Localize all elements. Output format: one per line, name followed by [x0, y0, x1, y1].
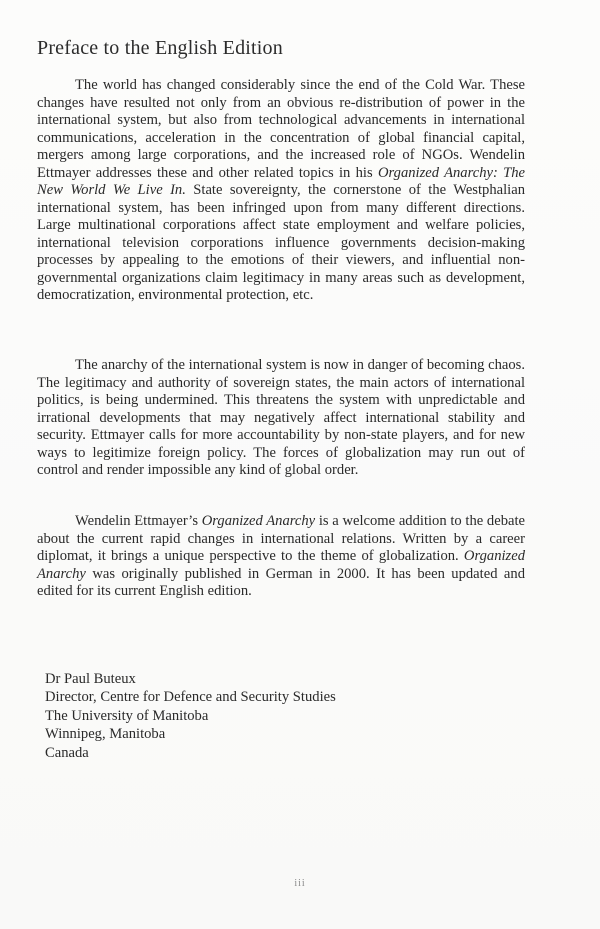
paragraph-3-text-c: was originally published in German in 2000. It has been updated and edited for its current English edition.: [37, 565, 525, 599]
book-title-italic-2: Organized Anarchy: [37, 548, 525, 582]
book-title-italic: Organized Anarchy: The New World We Live In.: [37, 164, 525, 198]
paragraph-1-text-a: The world has changed considerably since the end of the Cold War. These changes have resulted not only from an obvious re-distribution of power in the international system, but also from technological advancements in international communications, acceleration in the concentration of global financial capital, mergers among large corporations, and the increased role of NGOs. Wendelin Ettmayer addresses these and other related topics in his: [37, 77, 525, 181]
paragraph-1: [37, 77, 525, 305]
signature-city: Winnipeg, Manitoba: [45, 726, 166, 743]
book-title-italic-1: Organized Anarchy: [201, 513, 316, 529]
signature-block: [45, 670, 336, 762]
paragraph-3: [37, 513, 525, 601]
signature-position: Director, Centre for Defence and Security Studies: [45, 689, 336, 706]
paragraph-3-text-a: Wendelin Ettmayer’s: [75, 513, 202, 529]
paragraph-2: The anarchy of the international system is now in danger of becoming chaos. The legitimacy and authority of sovereign states, the main actors of international politics, is being undermined. This threatens the system with unpredictable and irrational developments that may negatively affect international stability and security. Ettmayer calls for more accountability by non-state players, and for new ways to legitimize foreign policy. The forces of globalization may run out of control and render impossible any kind of global order.: [37, 357, 525, 478]
paragraph-1-text-b: State sovereignty, the cornerstone of the Westphalian international system, has been infringed upon from many different directions. Large multinational corporations affect state employment and welfare policies, international television corporations influence governments decision-making processes by appealing to the emotions of their viewers, and influential non-governmental organizations claim legitimacy in many areas such as development, democratization, environmental protection, etc.: [37, 182, 525, 303]
page-number: iii: [294, 878, 306, 889]
paragraph-3-text-b: is a welcome addition to the debate about the current rapid changes in international relations. Written by a career diplomat, it brings a unique perspective to the theme of globalization.: [37, 513, 526, 564]
signature-name: Dr Paul Buteux: [45, 671, 136, 687]
page-title: Preface to the English Edition: [37, 37, 283, 59]
signature-institution: The University of Manitoba: [45, 707, 209, 724]
signature-country: Canada: [45, 744, 89, 761]
